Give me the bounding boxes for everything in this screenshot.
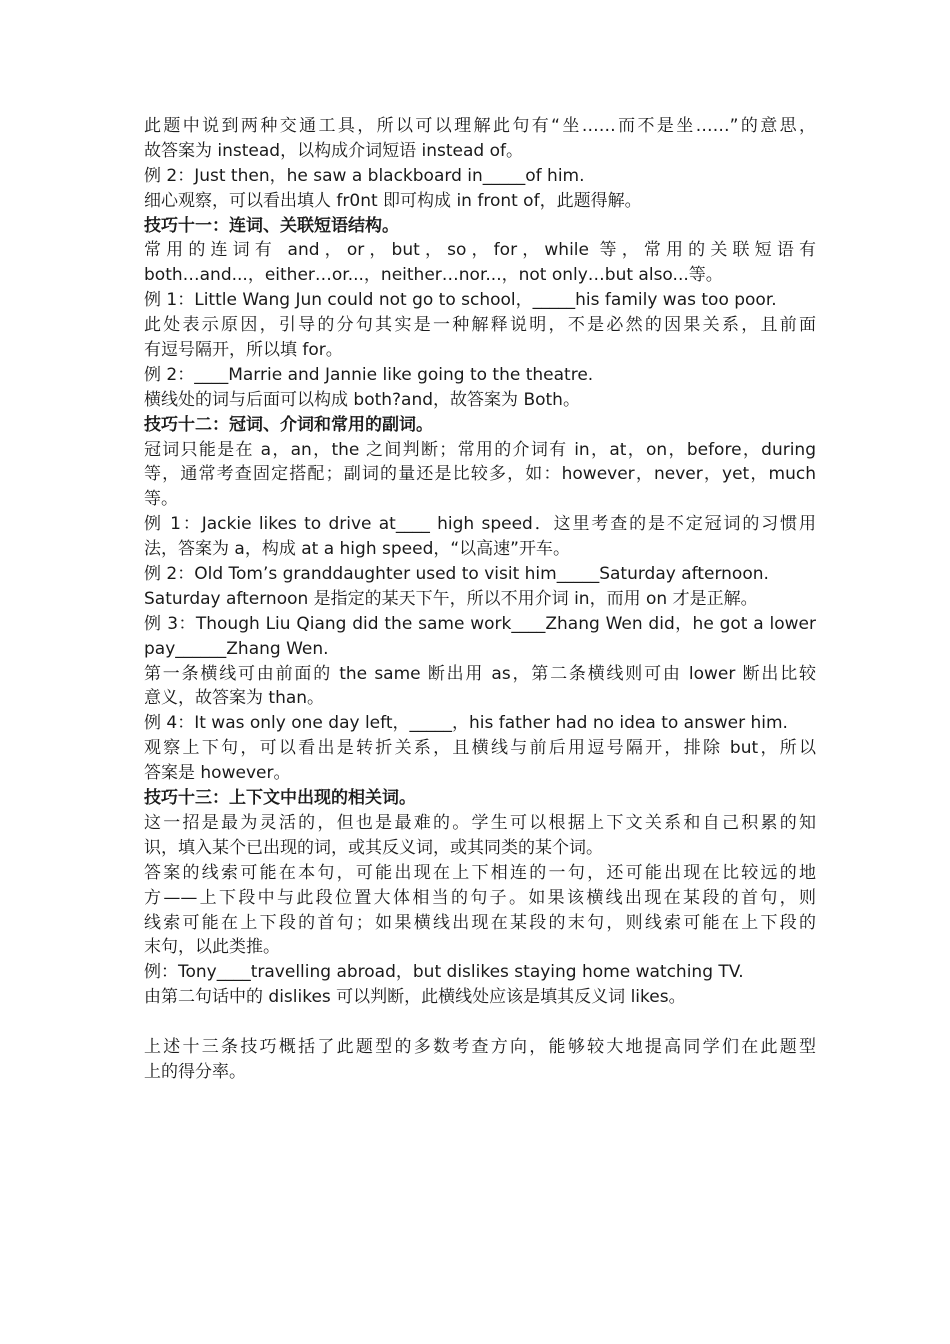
section-heading: 技巧十二：冠词、介词和常用的副词。 (144, 414, 433, 435)
example-line: 例 1：Jackie likes to drive at____ high speed．这里考查的是不定冠词的习惯用 (144, 514, 816, 535)
text-line: 细心观察，可以看出填人 fr0nt 即可构成 in front of，此题得解。 (144, 190, 642, 211)
example-line: 例 4：It was only one day left，_____，his father had no idea to answer him. (144, 713, 788, 734)
text-line: both…and...，either…or...，neither…nor...，not only…but also...等。 (144, 265, 723, 286)
text-line: 答案是 however。 (144, 763, 291, 784)
example-line: 例 1：Little Wang Jun could not go to school，_____his family was too poor. (144, 290, 777, 311)
text-line: 冠词只能是在 a，an，the 之间判断；常用的介词有 in，at，on，before，during (144, 439, 816, 460)
example-line: 例 2：Just then，he saw a blackboard in_____of him. (144, 165, 585, 186)
example-line: 例 3：Though Liu Qiang did the same work____Zhang Wen did，he got a lower (144, 613, 816, 634)
text-line: 方——上下段中与此段位置大体相当的句子。如果该横线出现在某段的首句，则 (144, 887, 816, 908)
text-line: 常用的连词有 and，or，but，so，for，while 等，常用的关联短语有 (144, 240, 816, 261)
summary-line: 上的得分率。 (144, 1061, 246, 1082)
text-line: 此题中说到两种交通工具，所以可以理解此句有“坐……而不是坐……”的意思， (144, 116, 816, 136)
document-body (144, 114, 816, 1085)
section-heading: 技巧十一：连词、关联短语结构。 (144, 215, 399, 236)
text-line: 末句，以此类推。 (144, 937, 280, 958)
text-line: pay______Zhang Wen. (144, 638, 329, 659)
text-line: 第一条横线可由前面的 the same 断出用 as，第二条横线则可由 lower 断出比较 (144, 663, 816, 684)
text-line: 等。 (144, 489, 178, 510)
example-line: 例 2：Old Tom’s granddaughter used to visit him_____Saturday afternoon. (144, 564, 769, 585)
text-line: 这一招是最为灵活的，但也是最难的。学生可以根据上下文关系和自己积累的知 (144, 812, 816, 833)
text-line: 线索可能在上下段的首句；如果横线出现在某段的末句，则线索可能在上下段的 (144, 912, 816, 933)
blank-line (144, 1010, 816, 1035)
text-line: 法，答案为 a，构成 at a high speed，“以高速”开车。 (144, 539, 570, 560)
text-line: 等，通常考查固定搭配；副词的量还是比较多，如：however，never，yet，much (144, 464, 816, 485)
text-line: 观察上下句，可以看出是转折关系，且横线与前后用逗号隔开，排除 but，所以 (144, 738, 816, 759)
summary-line: 上述十三条技巧概括了此题型的多数考查方向，能够较大地提高同学们在此题型 (144, 1036, 816, 1057)
example-line: 例 2：____Marrie and Jannie like going to the theatre. (144, 364, 594, 385)
text-line: 故答案为 instead，以构成介词短语 instead of。 (144, 140, 523, 161)
text-line: 由第二句话中的 dislikes 可以判断，此横线处应该是填其反义词 likes。 (144, 987, 686, 1008)
text-line: Saturday afternoon 是指定的某天下午，所以不用介词 in，而用 on 才是正解。 (144, 588, 758, 609)
section-heading: 技巧十三：上下文中出现的相关词。 (144, 788, 416, 809)
example-line: 例：Tony____travelling abroad，but dislikes staying home watching TV. (144, 962, 744, 983)
text-line: 识，填入某个已出现的词，或其反义词，或其同类的某个词。 (144, 837, 603, 858)
text-line: 意义，故答案为 than。 (144, 688, 325, 709)
text-line: 此处表示原因，引导的分句其实是一种解释说明，不是必然的因果关系，且前面 (144, 315, 816, 336)
text-line: 有逗号隔开，所以填 for。 (144, 340, 343, 361)
text-line: 横线处的词与后面可以构成 both?and，故答案为 Both。 (144, 389, 580, 410)
text-line: 答案的线索可能在本句，可能出现在上下相连的一句，还可能出现在比较远的地 (144, 862, 816, 883)
